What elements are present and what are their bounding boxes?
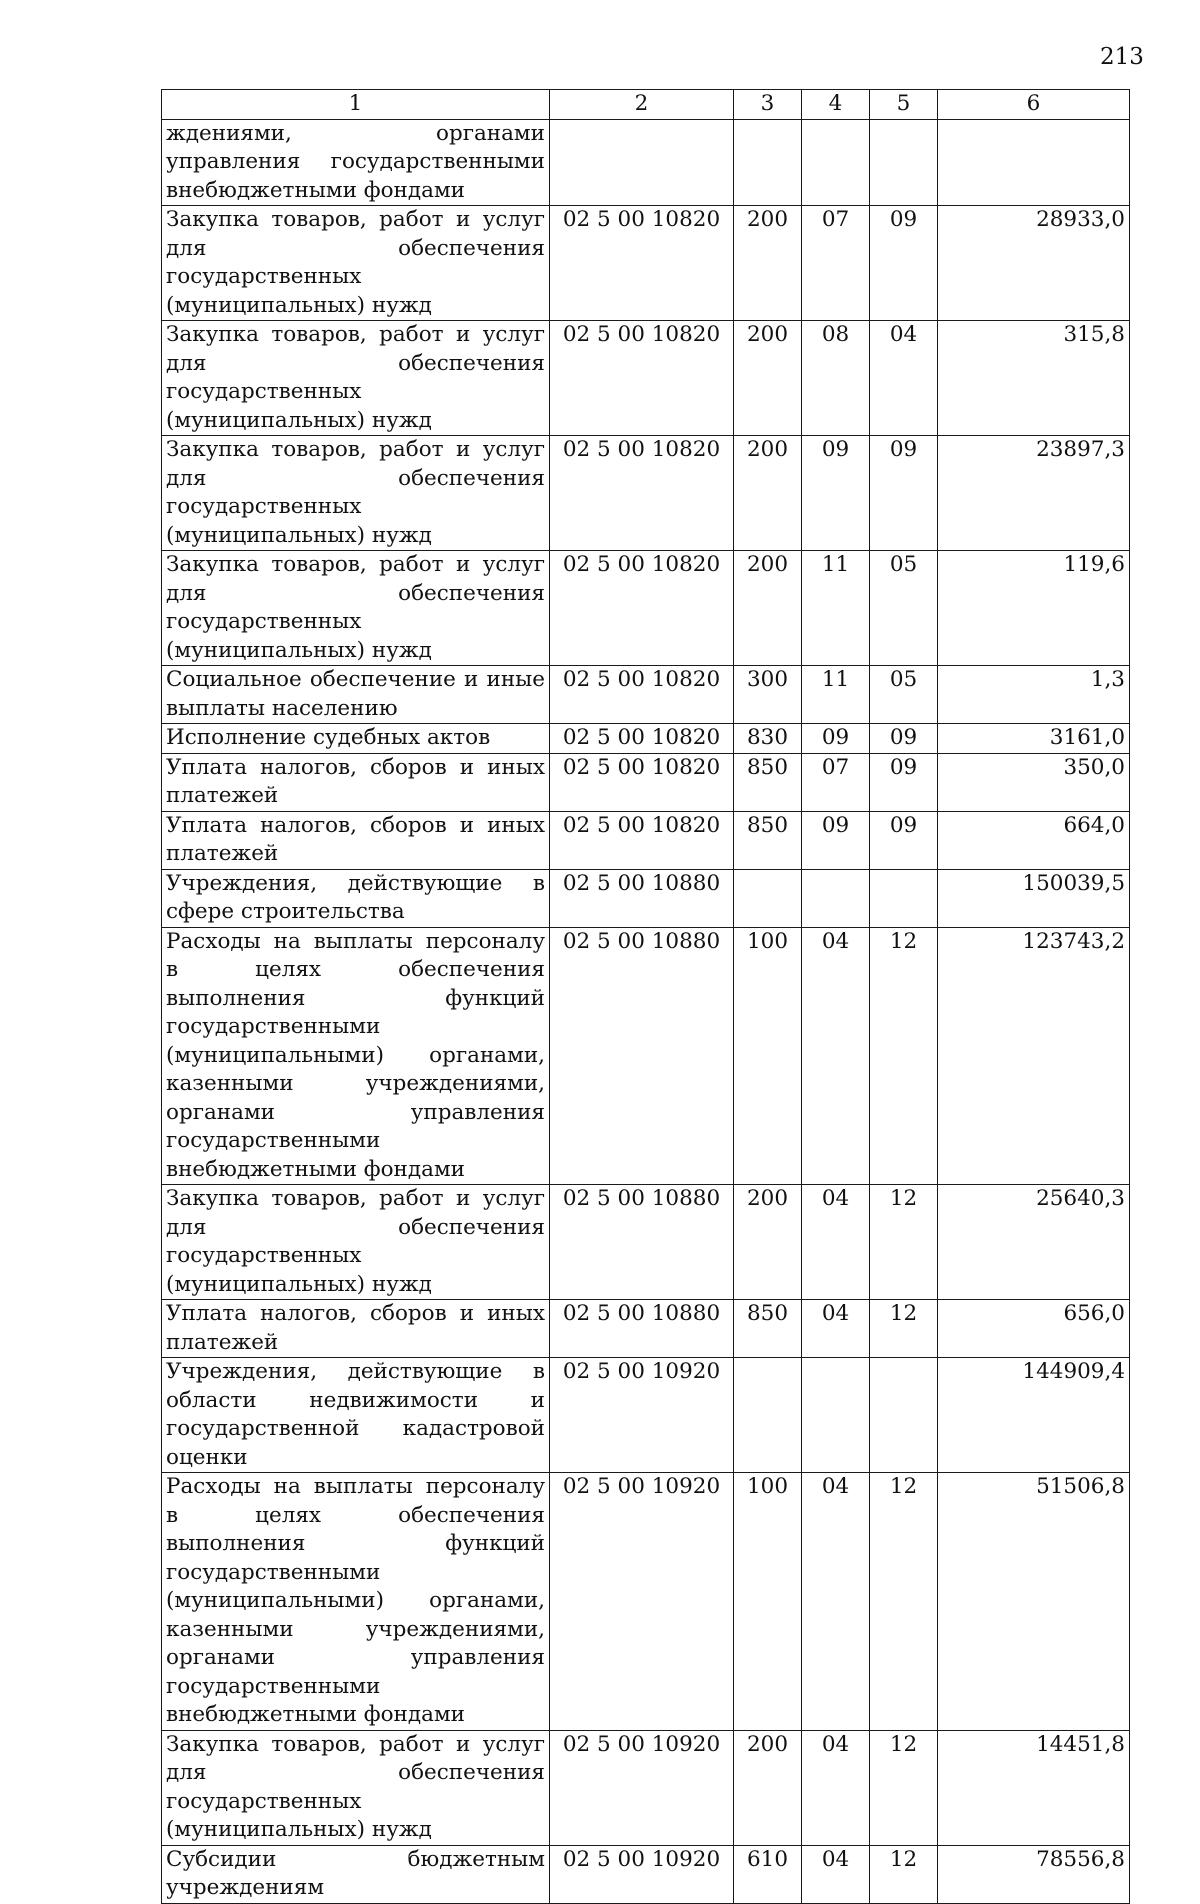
table-row xyxy=(162,1300,1130,1358)
header-col-2: 2 xyxy=(550,90,734,120)
row-amount: 315,8 xyxy=(938,321,1130,436)
row-subsection: 05 xyxy=(870,666,938,724)
row-target-code: 02 5 00 10880 xyxy=(550,1300,734,1358)
row-amount: 119,6 xyxy=(938,551,1130,666)
row-section: 08 xyxy=(802,321,870,436)
row-amount: 51506,8 xyxy=(938,1473,1130,1731)
row-target-code: 02 5 00 10880 xyxy=(550,869,734,927)
row-section: 11 xyxy=(802,551,870,666)
header-col-1: 1 xyxy=(162,90,550,120)
row-subsection: 12 xyxy=(870,1300,938,1358)
row-expense-type: 200 xyxy=(734,1185,802,1300)
row-amount: 28933,0 xyxy=(938,206,1130,321)
row-section: 07 xyxy=(802,753,870,811)
row-target-code: 02 5 00 10920 xyxy=(550,1845,734,1903)
row-target-code: 02 5 00 10880 xyxy=(550,1185,734,1300)
row-target-code: 02 5 00 10920 xyxy=(550,1358,734,1473)
page-number: 213 xyxy=(1100,44,1144,70)
row-subsection: 09 xyxy=(870,724,938,754)
row-amount: 3161,0 xyxy=(938,724,1130,754)
row-expense-type: 300 xyxy=(734,666,802,724)
row-amount: 664,0 xyxy=(938,811,1130,869)
row-subsection: 12 xyxy=(870,927,938,1185)
row-section: 04 xyxy=(802,927,870,1185)
table-row xyxy=(162,927,1130,1185)
row-description: Учреждения, действующие в области недвижимости и государственной кадастровой оценки xyxy=(162,1358,550,1473)
row-target-code: 02 5 00 10820 xyxy=(550,436,734,551)
row-expense-type: 200 xyxy=(734,321,802,436)
row-description: Социальное обеспечение и иные выплаты населению xyxy=(162,666,550,724)
row-expense-type: 100 xyxy=(734,1473,802,1731)
row-subsection: 04 xyxy=(870,321,938,436)
row-subsection: 12 xyxy=(870,1845,938,1903)
table-row xyxy=(162,1730,1130,1845)
row-description: ждениями, органами управления государственными внебюджетными фондами xyxy=(162,119,550,206)
row-subsection: 12 xyxy=(870,1185,938,1300)
row-target-code: 02 5 00 10880 xyxy=(550,927,734,1185)
row-description: Закупка товаров, работ и услуг для обеспечения государственных (муниципальных) нужд xyxy=(162,321,550,436)
row-section: 11 xyxy=(802,666,870,724)
row-description: Закупка товаров, работ и услуг для обеспечения государственных (муниципальных) нужд xyxy=(162,436,550,551)
table-row xyxy=(162,1358,1130,1473)
row-target-code: 02 5 00 10920 xyxy=(550,1473,734,1731)
table-row xyxy=(162,869,1130,927)
row-section xyxy=(802,119,870,206)
table-row xyxy=(162,724,1130,754)
row-amount: 350,0 xyxy=(938,753,1130,811)
table-row xyxy=(162,206,1130,321)
row-subsection xyxy=(870,1358,938,1473)
budget-table xyxy=(161,89,1130,1904)
table-row xyxy=(162,436,1130,551)
header-col-6: 6 xyxy=(938,90,1130,120)
row-expense-type: 850 xyxy=(734,753,802,811)
table-row xyxy=(162,811,1130,869)
row-amount: 78556,8 xyxy=(938,1845,1130,1903)
row-description: Уплата налогов, сборов и иных платежей xyxy=(162,811,550,869)
row-amount: 150039,5 xyxy=(938,869,1130,927)
table-row xyxy=(162,1185,1130,1300)
row-subsection: 09 xyxy=(870,436,938,551)
row-section xyxy=(802,1358,870,1473)
row-expense-type: 830 xyxy=(734,724,802,754)
row-subsection: 09 xyxy=(870,206,938,321)
row-amount: 144909,4 xyxy=(938,1358,1130,1473)
row-amount xyxy=(938,119,1130,206)
row-amount: 1,3 xyxy=(938,666,1130,724)
row-expense-type xyxy=(734,869,802,927)
row-expense-type: 610 xyxy=(734,1845,802,1903)
row-description: Закупка товаров, работ и услуг для обеспечения государственных (муниципальных) нужд xyxy=(162,206,550,321)
row-expense-type: 200 xyxy=(734,551,802,666)
table-row xyxy=(162,753,1130,811)
row-section xyxy=(802,869,870,927)
table-row xyxy=(162,321,1130,436)
row-section: 04 xyxy=(802,1185,870,1300)
row-description: Закупка товаров, работ и услуг для обеспечения государственных (муниципальных) нужд xyxy=(162,1185,550,1300)
row-description: Расходы на выплаты персоналу в целях обеспечения выполнения функций государственными (муниципальными) органами, казенными учреждениями, органами управления государственными внебюджетными фондами xyxy=(162,927,550,1185)
row-description: Уплата налогов, сборов и иных платежей xyxy=(162,753,550,811)
table-body xyxy=(162,119,1130,1903)
row-description: Закупка товаров, работ и услуг для обеспечения государственных (муниципальных) нужд xyxy=(162,1730,550,1845)
row-subsection: 09 xyxy=(870,811,938,869)
row-expense-type: 200 xyxy=(734,206,802,321)
row-description: Субсидии бюджетным учреждениям xyxy=(162,1845,550,1903)
row-amount: 14451,8 xyxy=(938,1730,1130,1845)
row-amount: 25640,3 xyxy=(938,1185,1130,1300)
row-expense-type: 850 xyxy=(734,1300,802,1358)
header-col-5: 5 xyxy=(870,90,938,120)
row-target-code: 02 5 00 10920 xyxy=(550,1730,734,1845)
row-section: 04 xyxy=(802,1730,870,1845)
table-row xyxy=(162,119,1130,206)
row-section: 04 xyxy=(802,1473,870,1731)
row-expense-type: 200 xyxy=(734,436,802,551)
row-description: Расходы на выплаты персоналу в целях обеспечения выполнения функций государственными (муниципальными) органами, казенными учреждениями, органами управления государственными внебюджетными фондами xyxy=(162,1473,550,1731)
row-expense-type: 850 xyxy=(734,811,802,869)
row-amount: 656,0 xyxy=(938,1300,1130,1358)
table-header-row xyxy=(162,90,1130,120)
row-expense-type: 200 xyxy=(734,1730,802,1845)
row-subsection xyxy=(870,869,938,927)
row-subsection: 12 xyxy=(870,1473,938,1731)
table-row xyxy=(162,1473,1130,1731)
table-row xyxy=(162,666,1130,724)
row-amount: 23897,3 xyxy=(938,436,1130,551)
row-amount: 123743,2 xyxy=(938,927,1130,1185)
row-subsection: 05 xyxy=(870,551,938,666)
row-section: 09 xyxy=(802,436,870,551)
row-section: 09 xyxy=(802,811,870,869)
row-target-code: 02 5 00 10820 xyxy=(550,321,734,436)
row-target-code: 02 5 00 10820 xyxy=(550,724,734,754)
row-description: Уплата налогов, сборов и иных платежей xyxy=(162,1300,550,1358)
table-row xyxy=(162,1845,1130,1903)
row-target-code: 02 5 00 10820 xyxy=(550,551,734,666)
row-target-code: 02 5 00 10820 xyxy=(550,811,734,869)
row-target-code: 02 5 00 10820 xyxy=(550,753,734,811)
table-row xyxy=(162,551,1130,666)
row-target-code xyxy=(550,119,734,206)
row-section: 04 xyxy=(802,1300,870,1358)
header-col-4: 4 xyxy=(802,90,870,120)
row-section: 07 xyxy=(802,206,870,321)
row-subsection xyxy=(870,119,938,206)
row-expense-type xyxy=(734,119,802,206)
row-target-code: 02 5 00 10820 xyxy=(550,666,734,724)
row-target-code: 02 5 00 10820 xyxy=(550,206,734,321)
row-subsection: 12 xyxy=(870,1730,938,1845)
row-description: Учреждения, действующие в сфере строительства xyxy=(162,869,550,927)
row-expense-type: 100 xyxy=(734,927,802,1185)
row-description: Закупка товаров, работ и услуг для обеспечения государственных (муниципальных) нужд xyxy=(162,551,550,666)
row-section: 09 xyxy=(802,724,870,754)
row-description: Исполнение судебных актов xyxy=(162,724,550,754)
row-section: 04 xyxy=(802,1845,870,1903)
header-col-3: 3 xyxy=(734,90,802,120)
row-subsection: 09 xyxy=(870,753,938,811)
row-expense-type xyxy=(734,1358,802,1473)
